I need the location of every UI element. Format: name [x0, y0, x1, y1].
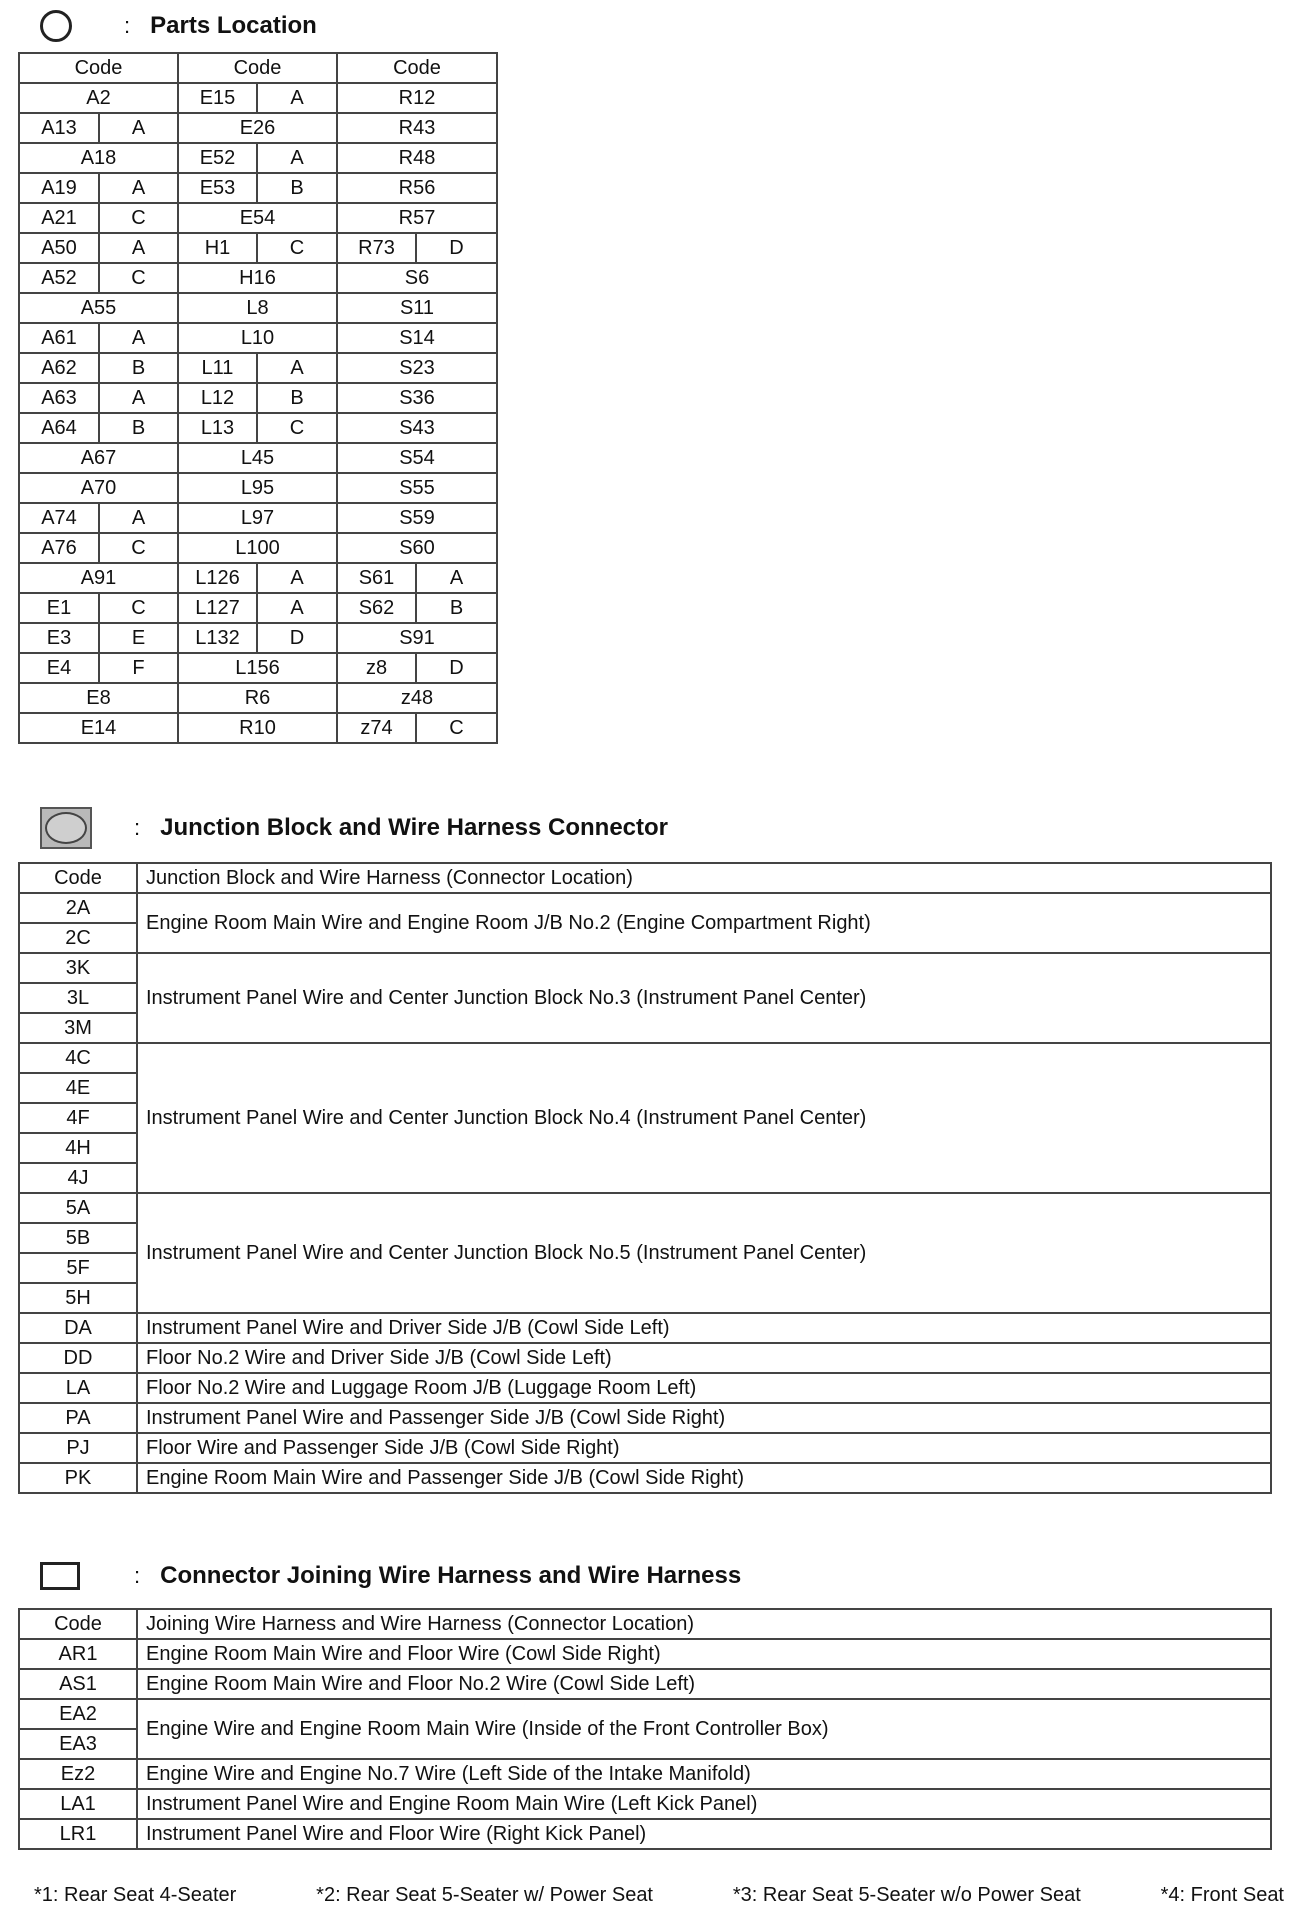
- footnote-4: *4: Front Seat: [1160, 1884, 1284, 1906]
- part-location-letter: A: [257, 353, 337, 383]
- part-code: S36: [337, 383, 497, 413]
- part-code: L100: [178, 533, 337, 563]
- part-location-letter: A: [99, 173, 178, 203]
- part-code: E8: [19, 683, 178, 713]
- part-code: S23: [337, 353, 497, 383]
- connector-code: LA1: [19, 1789, 137, 1819]
- part-location-letter: A: [257, 593, 337, 623]
- column-header: Code: [178, 53, 337, 83]
- part-code: A63: [19, 383, 99, 413]
- connector-description: Floor Wire and Passenger Side J/B (Cowl Side Right): [137, 1433, 1271, 1463]
- table-header-row: [19, 53, 497, 83]
- part-code: S14: [337, 323, 497, 353]
- part-location-letter: B: [99, 353, 178, 383]
- part-code: A55: [19, 293, 178, 323]
- part-code: E15: [178, 83, 257, 113]
- part-location-letter: D: [416, 653, 497, 683]
- table-row: [19, 233, 497, 263]
- table-row: [19, 1313, 1271, 1343]
- part-location-letter: A: [99, 503, 178, 533]
- connector-code: 3L: [19, 983, 137, 1013]
- part-code: H1: [178, 233, 257, 263]
- connector-description: Engine Wire and Engine No.7 Wire (Left Side of the Intake Manifold): [137, 1759, 1271, 1789]
- table-row: [19, 1373, 1271, 1403]
- connector-joining-table: [18, 1608, 1272, 1850]
- part-location-letter: D: [257, 623, 337, 653]
- connector-description: Engine Room Main Wire and Floor No.2 Wire (Cowl Side Left): [137, 1669, 1271, 1699]
- junction-block-colon: :: [134, 815, 141, 840]
- connector-code: 4C: [19, 1043, 137, 1073]
- part-code: S91: [337, 623, 497, 653]
- table-row: [19, 353, 497, 383]
- part-code: S55: [337, 473, 497, 503]
- connector-code: AS1: [19, 1669, 137, 1699]
- part-code: R6: [178, 683, 337, 713]
- connector-code: EA3: [19, 1729, 137, 1759]
- part-code: A62: [19, 353, 99, 383]
- table-row: [19, 1789, 1271, 1819]
- connector-description: Instrument Panel Wire and Floor Wire (Right Kick Panel): [137, 1819, 1271, 1849]
- part-location-letter: A: [99, 113, 178, 143]
- part-location-letter: C: [99, 533, 178, 563]
- part-code: S43: [337, 413, 497, 443]
- connector-code: PA: [19, 1403, 137, 1433]
- part-location-letter: F: [99, 653, 178, 683]
- connector-description: Instrument Panel Wire and Center Junction Block No.5 (Instrument Panel Center): [137, 1193, 1271, 1313]
- connector-description: Instrument Panel Wire and Driver Side J/B (Cowl Side Left): [137, 1313, 1271, 1343]
- part-code: L10: [178, 323, 337, 353]
- open-circle-icon: [40, 10, 72, 42]
- part-location-letter: B: [99, 413, 178, 443]
- table-row: [19, 1759, 1271, 1789]
- part-code: A74: [19, 503, 99, 533]
- part-code: R12: [337, 83, 497, 113]
- table-row: [19, 83, 497, 113]
- table-row: [19, 113, 497, 143]
- part-code: S61: [337, 563, 416, 593]
- footnote-1: *1: Rear Seat 4-Seater: [34, 1884, 237, 1906]
- footnote-3: *3: Rear Seat 5-Seater w/o Power Seat: [732, 1884, 1081, 1906]
- table-row: [19, 593, 497, 623]
- table-row: [19, 323, 497, 353]
- connector-code: PJ: [19, 1433, 137, 1463]
- table-row: [19, 503, 497, 533]
- table-row: [19, 383, 497, 413]
- connector-code: 5B: [19, 1223, 137, 1253]
- connector-code: LA: [19, 1373, 137, 1403]
- column-header: Code: [19, 53, 178, 83]
- part-code: R48: [337, 143, 497, 173]
- part-code: L95: [178, 473, 337, 503]
- connector-code: 3M: [19, 1013, 137, 1043]
- part-location-letter: B: [257, 383, 337, 413]
- table-row: [19, 173, 497, 203]
- part-code: S59: [337, 503, 497, 533]
- connector-joining-header: [40, 1556, 741, 1596]
- connector-description: Engine Room Main Wire and Passenger Side J/B (Cowl Side Right): [137, 1463, 1271, 1493]
- table-row: [19, 1343, 1271, 1373]
- part-code: E3: [19, 623, 99, 653]
- connector-code: EA2: [19, 1699, 137, 1729]
- part-code: R43: [337, 113, 497, 143]
- part-location-letter: A: [416, 563, 497, 593]
- part-code: E1: [19, 593, 99, 623]
- connector-code: PK: [19, 1463, 137, 1493]
- part-code: S60: [337, 533, 497, 563]
- table-row: [19, 443, 497, 473]
- junction-block-header: [40, 808, 668, 848]
- part-code: L127: [178, 593, 257, 623]
- table-row: [19, 1669, 1271, 1699]
- part-code: A67: [19, 443, 178, 473]
- part-code: E26: [178, 113, 337, 143]
- connector-description: Instrument Panel Wire and Engine Room Main Wire (Left Kick Panel): [137, 1789, 1271, 1819]
- part-location-letter: C: [416, 713, 497, 743]
- part-code: z8: [337, 653, 416, 683]
- connector-code: Ez2: [19, 1759, 137, 1789]
- connector-description: Instrument Panel Wire and Center Junction Block No.4 (Instrument Panel Center): [137, 1043, 1271, 1193]
- open-rectangle-icon: [40, 1562, 80, 1590]
- part-code: A21: [19, 203, 99, 233]
- part-location-letter: B: [416, 593, 497, 623]
- connector-code: 4H: [19, 1133, 137, 1163]
- table-row: [19, 473, 497, 503]
- part-code: E54: [178, 203, 337, 233]
- shaded-oval-icon: [40, 807, 92, 849]
- part-code: L45: [178, 443, 337, 473]
- junction-block-title: Junction Block and Wire Harness Connector: [160, 814, 669, 841]
- part-code: R57: [337, 203, 497, 233]
- parts-location-header: [40, 6, 317, 46]
- connector-code: AR1: [19, 1639, 137, 1669]
- table-row: [19, 1463, 1271, 1493]
- part-code: E14: [19, 713, 178, 743]
- part-code: L13: [178, 413, 257, 443]
- part-code: L97: [178, 503, 337, 533]
- part-location-letter: A: [99, 233, 178, 263]
- part-location-letter: E: [99, 623, 178, 653]
- part-code: R73: [337, 233, 416, 263]
- connector-code: LR1: [19, 1819, 137, 1849]
- table-header-row: [19, 863, 1271, 893]
- description-header: Joining Wire Harness and Wire Harness (Connector Location): [137, 1609, 1271, 1639]
- connector-description: Engine Wire and Engine Room Main Wire (Inside of the Front Controller Box): [137, 1699, 1271, 1759]
- connector-description: Floor No.2 Wire and Luggage Room J/B (Luggage Room Left): [137, 1373, 1271, 1403]
- connector-code: 4J: [19, 1163, 137, 1193]
- part-location-letter: A: [99, 383, 178, 413]
- part-code: L156: [178, 653, 337, 683]
- part-code: A52: [19, 263, 99, 293]
- part-location-letter: C: [257, 233, 337, 263]
- table-row: [19, 1699, 1271, 1729]
- footnote-2: *2: Rear Seat 5-Seater w/ Power Seat: [316, 1884, 653, 1906]
- part-code: A50: [19, 233, 99, 263]
- table-row: [19, 413, 497, 443]
- part-location-letter: A: [257, 563, 337, 593]
- table-row: [19, 623, 497, 653]
- table-row: [19, 563, 497, 593]
- description-header: Junction Block and Wire Harness (Connector Location): [137, 863, 1271, 893]
- connector-code: 4E: [19, 1073, 137, 1103]
- part-code: S62: [337, 593, 416, 623]
- table-row: [19, 1639, 1271, 1669]
- table-row: [19, 1403, 1271, 1433]
- connector-code: 2A: [19, 893, 137, 923]
- connector-joining-title: Connector Joining Wire Harness and Wire Harness: [160, 1562, 742, 1589]
- table-row: [19, 683, 497, 713]
- connector-description: Instrument Panel Wire and Passenger Side J/B (Cowl Side Right): [137, 1403, 1271, 1433]
- part-code: L132: [178, 623, 257, 653]
- part-code: R10: [178, 713, 337, 743]
- table-row: [19, 263, 497, 293]
- parts-location-title: Parts Location: [150, 12, 317, 39]
- table-row: [19, 893, 1271, 923]
- part-code: L12: [178, 383, 257, 413]
- part-code: A18: [19, 143, 178, 173]
- table-row: [19, 1819, 1271, 1849]
- connector-description: Engine Room Main Wire and Engine Room J/B No.2 (Engine Compartment Right): [137, 893, 1271, 953]
- connector-joining-colon: :: [134, 1563, 141, 1588]
- code-header: Code: [19, 1609, 137, 1639]
- part-location-letter: B: [257, 173, 337, 203]
- part-code: A91: [19, 563, 178, 593]
- table-row: [19, 713, 497, 743]
- part-code: L8: [178, 293, 337, 323]
- table-row: [19, 533, 497, 563]
- table-row: [19, 143, 497, 173]
- connector-description: Engine Room Main Wire and Floor Wire (Cowl Side Right): [137, 1639, 1271, 1669]
- connector-code: 4F: [19, 1103, 137, 1133]
- part-code: S54: [337, 443, 497, 473]
- parts-location-table: [18, 52, 498, 744]
- part-code: S6: [337, 263, 497, 293]
- table-row: [19, 203, 497, 233]
- connector-code: 3K: [19, 953, 137, 983]
- connector-description: Floor No.2 Wire and Driver Side J/B (Cowl Side Left): [137, 1343, 1271, 1373]
- table-row: [19, 1433, 1271, 1463]
- part-code: E4: [19, 653, 99, 683]
- part-location-letter: C: [257, 413, 337, 443]
- part-code: E52: [178, 143, 257, 173]
- part-code: E53: [178, 173, 257, 203]
- connector-code: DD: [19, 1343, 137, 1373]
- part-code: H16: [178, 263, 337, 293]
- part-code: A61: [19, 323, 99, 353]
- part-code: L11: [178, 353, 257, 383]
- connector-code: 2C: [19, 923, 137, 953]
- part-location-letter: C: [99, 263, 178, 293]
- table-row: [19, 1193, 1271, 1223]
- connector-description: Instrument Panel Wire and Center Junction Block No.3 (Instrument Panel Center): [137, 953, 1271, 1043]
- part-code: R56: [337, 173, 497, 203]
- part-location-letter: D: [416, 233, 497, 263]
- part-code: A76: [19, 533, 99, 563]
- part-code: z48: [337, 683, 497, 713]
- column-header: Code: [337, 53, 497, 83]
- table-row: [19, 293, 497, 323]
- table-header-row: [19, 1609, 1271, 1639]
- part-location-letter: A: [99, 323, 178, 353]
- part-code: A70: [19, 473, 178, 503]
- table-row: [19, 653, 497, 683]
- part-code: L126: [178, 563, 257, 593]
- part-code: A2: [19, 83, 178, 113]
- table-row: [19, 953, 1271, 983]
- part-location-letter: A: [257, 143, 337, 173]
- code-header: Code: [19, 863, 137, 893]
- part-code: z74: [337, 713, 416, 743]
- connector-code: 5F: [19, 1253, 137, 1283]
- part-location-letter: A: [257, 83, 337, 113]
- junction-block-table: [18, 862, 1272, 1494]
- part-code: A64: [19, 413, 99, 443]
- connector-code: 5H: [19, 1283, 137, 1313]
- part-code: S11: [337, 293, 497, 323]
- part-code: A13: [19, 113, 99, 143]
- footnotes: [34, 1884, 1284, 1907]
- part-location-letter: C: [99, 203, 178, 233]
- part-location-letter: C: [99, 593, 178, 623]
- table-row: [19, 1043, 1271, 1073]
- connector-code: 5A: [19, 1193, 137, 1223]
- parts-location-colon: :: [124, 13, 131, 38]
- part-code: A19: [19, 173, 99, 203]
- connector-code: DA: [19, 1313, 137, 1343]
